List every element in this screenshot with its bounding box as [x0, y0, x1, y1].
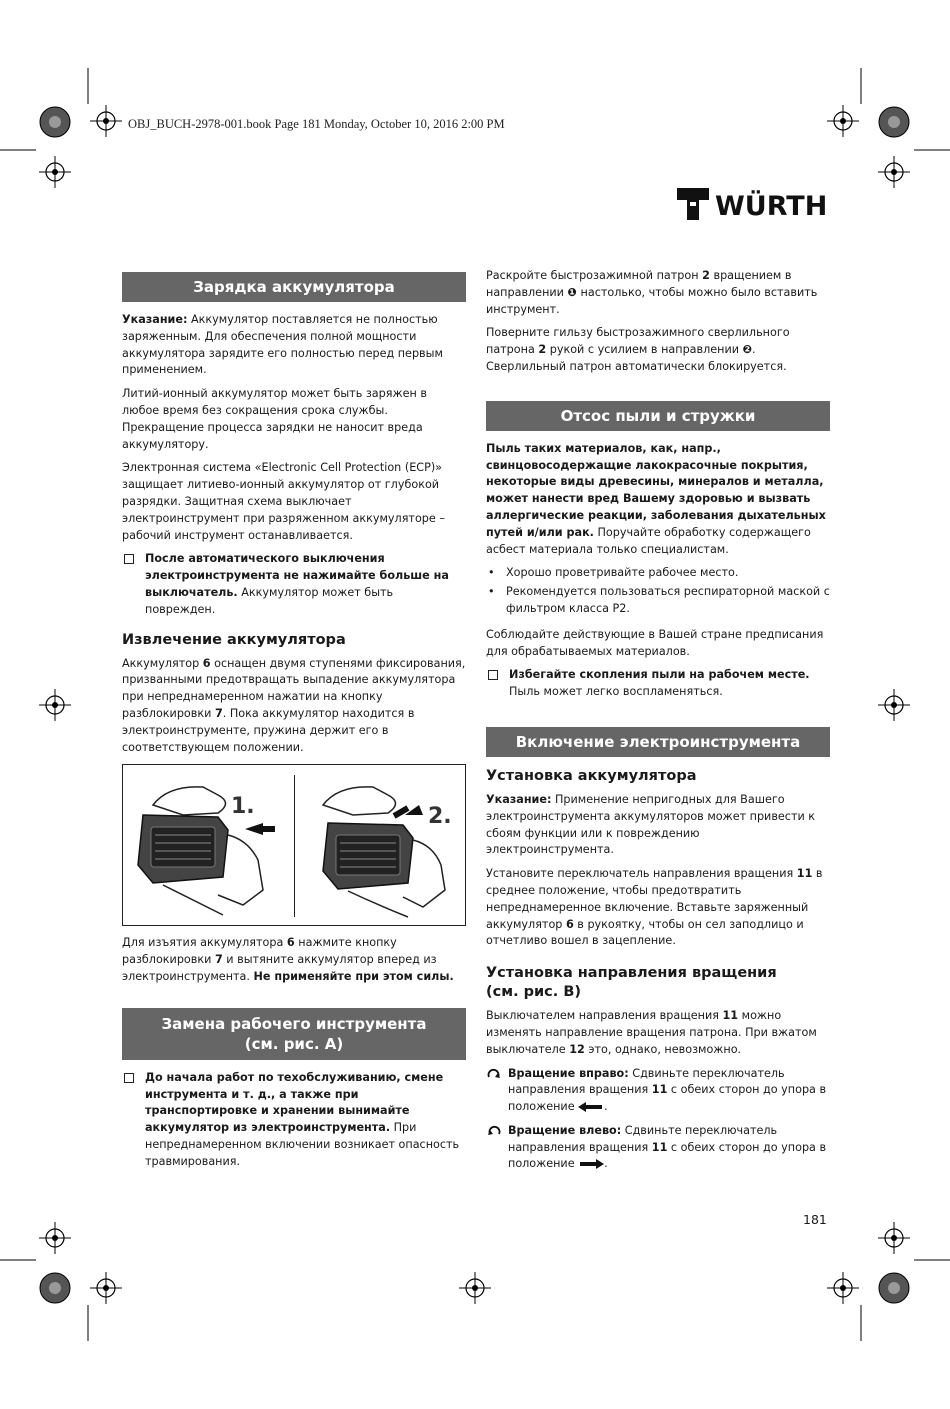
install-note: Указание: Применение непригодных для Вашего электроинструмента аккумуляторов может привести к сбоям функции или к повреждению электроинструмента. [486, 792, 816, 857]
right-column [486, 268, 830, 1180]
step-1-label: 1. [231, 794, 255, 820]
chuck-lock-paragraph: Поверните гильзу быстрозажимного сверлильного патрона 2 рукой с усилием в направлении ❷. Сверлильный патрон автоматически блокируется. [486, 326, 790, 373]
rotate-right-icon [486, 1066, 508, 1116]
list-item: • Рекомендуется пользоваться респираторной маской с фильтром класса P2. [486, 584, 830, 618]
step-2-label: 2. [428, 804, 452, 830]
removal-paragraph: Аккумулятор 6 оснащен двумя ступенями фиксирования, призванными предотвращать выпадение аккумулятора при непреднамеренном нажатии на кнопку разблокировки 7. Пока аккумулятор находится в электроинструменте, пружина держит его в соответствующем положении. [122, 656, 466, 754]
regulations-paragraph: Соблюдайте действующие в Вашей стране предписания для обрабатываемых материалов. [486, 627, 824, 658]
charging-note: Указание: Аккумулятор поставляется не полностью заряженным. Для обеспечения полной мощности аккумулятора зарядите его полностью перед первым применением. [122, 313, 443, 377]
tool-change-heading: Замена рабочего инструмента (см. рис. A) [122, 1008, 466, 1060]
clockwise-instruction: Вращение вправо: Сдвиньте переключатель направления вращения 11 с обеих сторон до упора в положение . [486, 1066, 830, 1116]
rotate-left-icon [486, 1123, 508, 1173]
install-paragraph: Установите переключатель направления вращения 11 в среднее положение, чтобы предотвратить непреднамеренное включение. Вставьте заряженный аккумулятор 6 в рукоятку, чтобы он сел заподлицо и отчетливо вошел в зацепление. [486, 867, 823, 948]
wurth-logo [675, 186, 835, 222]
rotation-heading: Установка направления вращения (см. рис. B) [486, 965, 777, 1001]
battery-removal-figure [122, 764, 466, 926]
list-item: • Хорошо проветривайте рабочее место. [486, 565, 830, 582]
charging-heading: Зарядка аккумулятора [122, 272, 466, 302]
rotation-paragraph: Выключателем направления вращения 11 можно изменять направление вращения патрона. При вжатом выключателе 12 это, однако, невозможно. [486, 1009, 817, 1056]
bullet-icon: • [488, 585, 495, 599]
arrow-right-icon [578, 1159, 604, 1169]
arrow-left-icon [578, 1102, 604, 1112]
bullet-icon: • [488, 566, 495, 580]
checkbox-bullet-icon [488, 670, 498, 680]
print-header: OBJ_BUCH-2978-001.book Page 181 Monday, October 10, 2016 2:00 PM [128, 117, 505, 131]
brand-wordmark: WÜRTH [715, 191, 828, 222]
dust-heading: Отсос пыли и стружки [486, 401, 830, 431]
page-number: 181 [803, 1212, 827, 1227]
battery-install-heading: Установка аккумулятора [486, 767, 697, 784]
counterclockwise-instruction: Вращение влево: Сдвиньте переключатель направления вращения 11 с обеих сторон до упора в положение . [486, 1123, 830, 1173]
tool-change-warning: До начала работ по техобслуживанию, смене инструмента и т. д., а также при транспортировке и хранении вынимайте аккумулятор из электроинструмента. При непреднамеренном включении возникает опасность травмирования. [122, 1070, 466, 1171]
dust-accumulation-warning: Избегайте скопления пыли на рабочем месте. Пыль может легко воспламеняться. [486, 667, 830, 701]
figure-divider [294, 775, 295, 917]
checkbox-bullet-icon [124, 554, 134, 564]
left-column [122, 272, 466, 1178]
removal-heading: Извлечение аккумулятора [122, 631, 346, 648]
checkbox-bullet-icon [124, 1073, 134, 1083]
dust-warning: Пыль таких материалов, как, напр., свинцовосодержащие лакокрасочные покрытия, некоторые виды древесины, минералов и металла, может нанести вред Вашему здоровью и вызвать аллергические реакции, заболевания дыхательных путей и/или рак. Поручайте обработку содержащего асбест материала только специалистам. [486, 441, 826, 556]
liion-paragraph: Литий-ионный аккумулятор может быть заряжен в любое время без сокращения срока службы. Прекращение процесса зарядки не наносит вреда аккумулятору. [122, 387, 427, 451]
chuck-open-paragraph: Раскройте быстрозажимной патрон 2 вращением в направлении ❶ настолько, чтобы можно было вставить инструмент. [486, 269, 818, 316]
auto-shutoff-warning: После автоматического выключения электроинструмента не нажимайте больше на выключатель. Аккумулятор может быть поврежден. [122, 551, 466, 618]
startup-heading: Включение электроинструмента [486, 727, 830, 757]
figure-caption: Для изъятия аккумулятора 6 нажмите кнопку разблокировки 7 и вытяните аккумулятор вперед из электроинструмента. Не применяйте при этом силы. [122, 936, 454, 983]
ecp-paragraph: Электронная система «Electronic Cell Protection (ECP)» защищает литиево-ионный аккумулятор от глубокой разрядки. Защитная схема выключает электроинструмент при разряженном аккумуляторе – рабочий инструмент останавливается. [122, 461, 445, 542]
note-label: Указание: [122, 313, 188, 326]
